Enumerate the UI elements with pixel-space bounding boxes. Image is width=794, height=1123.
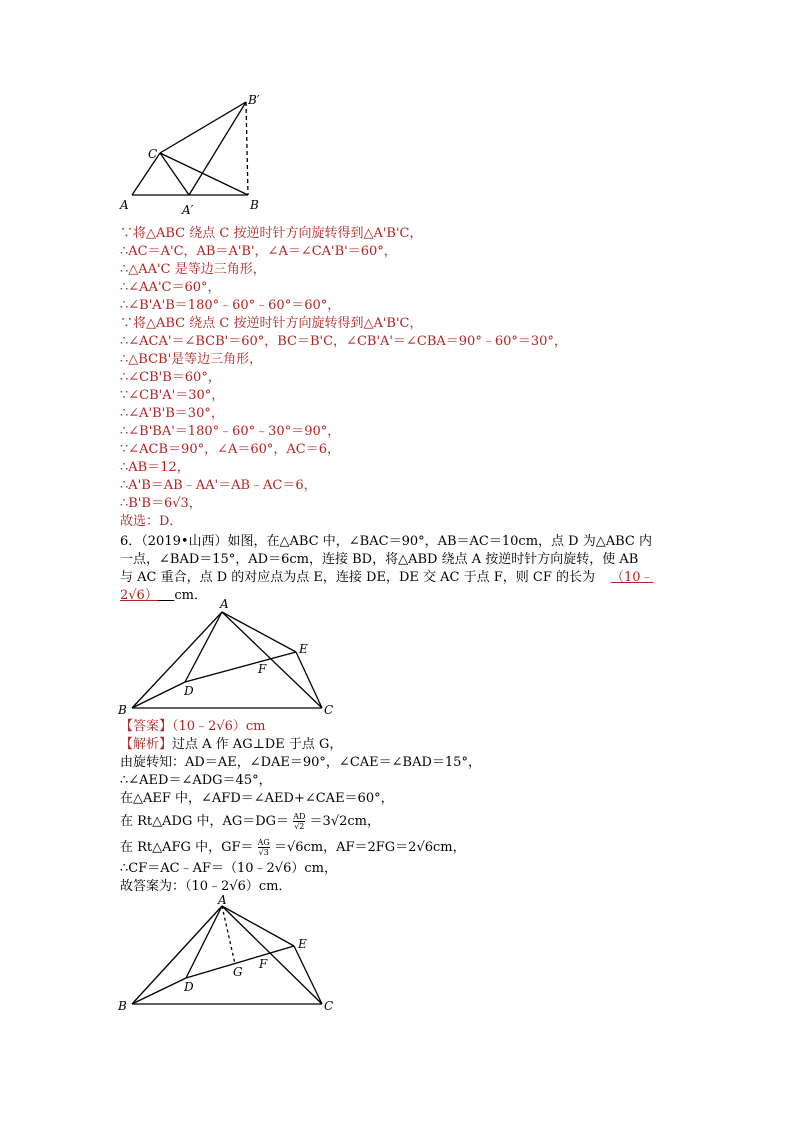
fraction-denominator: √2 bbox=[294, 822, 305, 831]
label-d: D bbox=[184, 684, 194, 698]
solution-line-11: ∴∠A'B'B＝30°， bbox=[120, 406, 224, 421]
answer-tag: 【答案】 bbox=[120, 719, 173, 734]
solution-line-16: ∴B'B＝6√3， bbox=[120, 496, 202, 511]
segment-cbprime bbox=[160, 102, 246, 153]
label-c: C bbox=[324, 999, 334, 1013]
fraction-ad-over-root2 bbox=[293, 812, 305, 831]
solution-line-17: 故选：D． bbox=[120, 514, 183, 529]
label-b: B bbox=[250, 198, 259, 212]
label-a: A bbox=[220, 597, 229, 611]
label-a-prime: A′ bbox=[182, 203, 194, 217]
solution-line-1: ∵将△ABC 绕点 C 按逆时针方向旋转得到△A'B'C， bbox=[120, 226, 423, 241]
question-6-answer-part-1: （10﹣ bbox=[610, 570, 654, 585]
label-b: B bbox=[118, 999, 127, 1013]
label-b: B bbox=[118, 703, 127, 717]
solution-line-12: ∴∠B'BA'＝180°﹣60°﹣30°＝90°， bbox=[120, 424, 341, 439]
segment-cb bbox=[160, 153, 248, 195]
analysis-step-4 bbox=[120, 812, 380, 831]
analysis-step-3: 在△AEF 中，∠AFD＝∠AED+∠CAE＝60°， bbox=[120, 791, 394, 806]
segment-ae bbox=[222, 906, 294, 946]
analysis-step-5-text: 在 Rt△AFG 中，GF＝ bbox=[120, 840, 254, 855]
analysis-text: 过点 A 作 AG⊥DE 于点 G， bbox=[172, 737, 343, 752]
solution-line-3: ∴△AA'C 是等边三角形， bbox=[120, 262, 266, 277]
analysis-line bbox=[120, 737, 342, 753]
segment-ac bbox=[222, 612, 322, 708]
label-b-prime: B′ bbox=[248, 93, 260, 107]
analysis-step-5-result: ＝√6cm，AF＝2FG＝2√6cm， bbox=[273, 840, 466, 855]
solution-line-4: ∴∠AA'C＝60°， bbox=[120, 280, 221, 295]
analysis-tag: 【解析】 bbox=[120, 737, 173, 752]
label-c: C bbox=[324, 703, 334, 717]
segment-ba bbox=[132, 612, 222, 708]
label-d: D bbox=[184, 980, 194, 994]
solution-line-8: ∴△BCB'是等边三角形， bbox=[120, 352, 263, 367]
segment-ad bbox=[185, 612, 222, 682]
answer-line bbox=[120, 719, 266, 735]
figure-question-6 bbox=[110, 596, 350, 720]
solution-line-9: ∴∠CB'B＝60°， bbox=[120, 370, 221, 385]
fraction-ag-over-root3 bbox=[258, 838, 270, 857]
answer-text: （10﹣2√6）cm bbox=[172, 719, 266, 734]
label-a: A bbox=[120, 198, 129, 212]
solution-line-6: ∵将△ABC 绕点 C 按逆时针方向旋转得到△A'B'C， bbox=[120, 316, 423, 331]
segment-ba bbox=[132, 906, 222, 1004]
analysis-step-2: ∴∠AED＝∠ADG＝45°， bbox=[120, 773, 272, 788]
fraction-numerator: AD bbox=[293, 812, 306, 821]
solution-line-13: ∵∠ACB＝90°，∠A＝60°，AC＝6， bbox=[120, 442, 341, 457]
solution-line-7: ∴∠ACA'＝∠BCB'＝60°，BC＝B'C，∠CB'A'＝∠CBA＝90°﹣60°＝30°， bbox=[120, 334, 567, 349]
analysis-step-1: 由旋转知：AD＝AE，∠DAE＝90°，∠CAE＝∠BAD＝15°， bbox=[120, 755, 481, 770]
segment-ec bbox=[296, 652, 322, 708]
analysis-step-6: ∴CF＝AC﹣AF＝（10﹣2√6）cm， bbox=[120, 861, 337, 876]
label-e: E bbox=[299, 642, 308, 656]
fraction-denominator: √3 bbox=[258, 848, 269, 857]
dashed-ag bbox=[222, 906, 235, 964]
question-6-line-3 bbox=[120, 570, 654, 586]
question-6-answer-part-2: 2√6） bbox=[120, 588, 158, 603]
label-f: F bbox=[258, 662, 267, 676]
segment-ac bbox=[222, 906, 322, 1004]
segment-ae bbox=[222, 612, 296, 652]
solution-line-10: ∵∠CB'A'＝30°， bbox=[120, 388, 225, 403]
analysis-step-7: 故答案为：（10﹣2√6）cm． bbox=[120, 879, 292, 894]
solution-line-5: ∴∠B'A'B＝180°﹣60°﹣60°＝60°， bbox=[120, 298, 341, 313]
label-c: C bbox=[148, 147, 158, 161]
solution-line-2: ∴AC＝A'C，AB＝A'B'，∠A＝∠CA'B'＝60°， bbox=[120, 244, 397, 259]
analysis-step-5 bbox=[120, 838, 466, 857]
segment-ec bbox=[294, 946, 322, 1004]
label-e: E bbox=[298, 937, 307, 951]
question-6-line-3-text: 与 AC 重合，点 D 的对应点为点 E，连接 DE，DE 交 AC 于点 F，则 CF 的长为 bbox=[120, 570, 595, 585]
segment-ad bbox=[186, 906, 222, 978]
segment-bd bbox=[132, 978, 186, 1004]
solution-line-14: ∴AB＝12， bbox=[120, 460, 190, 475]
segment-bd bbox=[132, 682, 185, 708]
label-g: G bbox=[233, 965, 243, 979]
fraction-numerator: AG bbox=[257, 838, 270, 847]
question-6-line-1: 6．（2019•山西）如图，在△ABC 中，∠BAC＝90°，AB＝AC＝10cm，点 D 为△ABC 内 bbox=[120, 534, 652, 549]
figure-rotation-triangle bbox=[110, 90, 270, 220]
figure-solution bbox=[110, 892, 350, 1016]
analysis-step-4-result: ＝3√2cm， bbox=[309, 814, 380, 829]
label-f: F bbox=[259, 957, 268, 971]
question-6-unit: cm． bbox=[174, 588, 207, 603]
solution-line-15: ∴A'B＝AB﹣AA'＝AB﹣AC＝6， bbox=[120, 478, 317, 493]
label-a: A bbox=[218, 893, 227, 907]
question-6-line-2: 一点，∠BAD＝15°，AD＝6cm，连接 BD，将△ABD 绕点 A 按逆时针方向旋转，使 AB bbox=[120, 552, 639, 567]
dashed-bprime-b bbox=[246, 102, 248, 195]
analysis-step-4-text: 在 Rt△ADG 中，AG＝DG＝ bbox=[120, 814, 290, 829]
